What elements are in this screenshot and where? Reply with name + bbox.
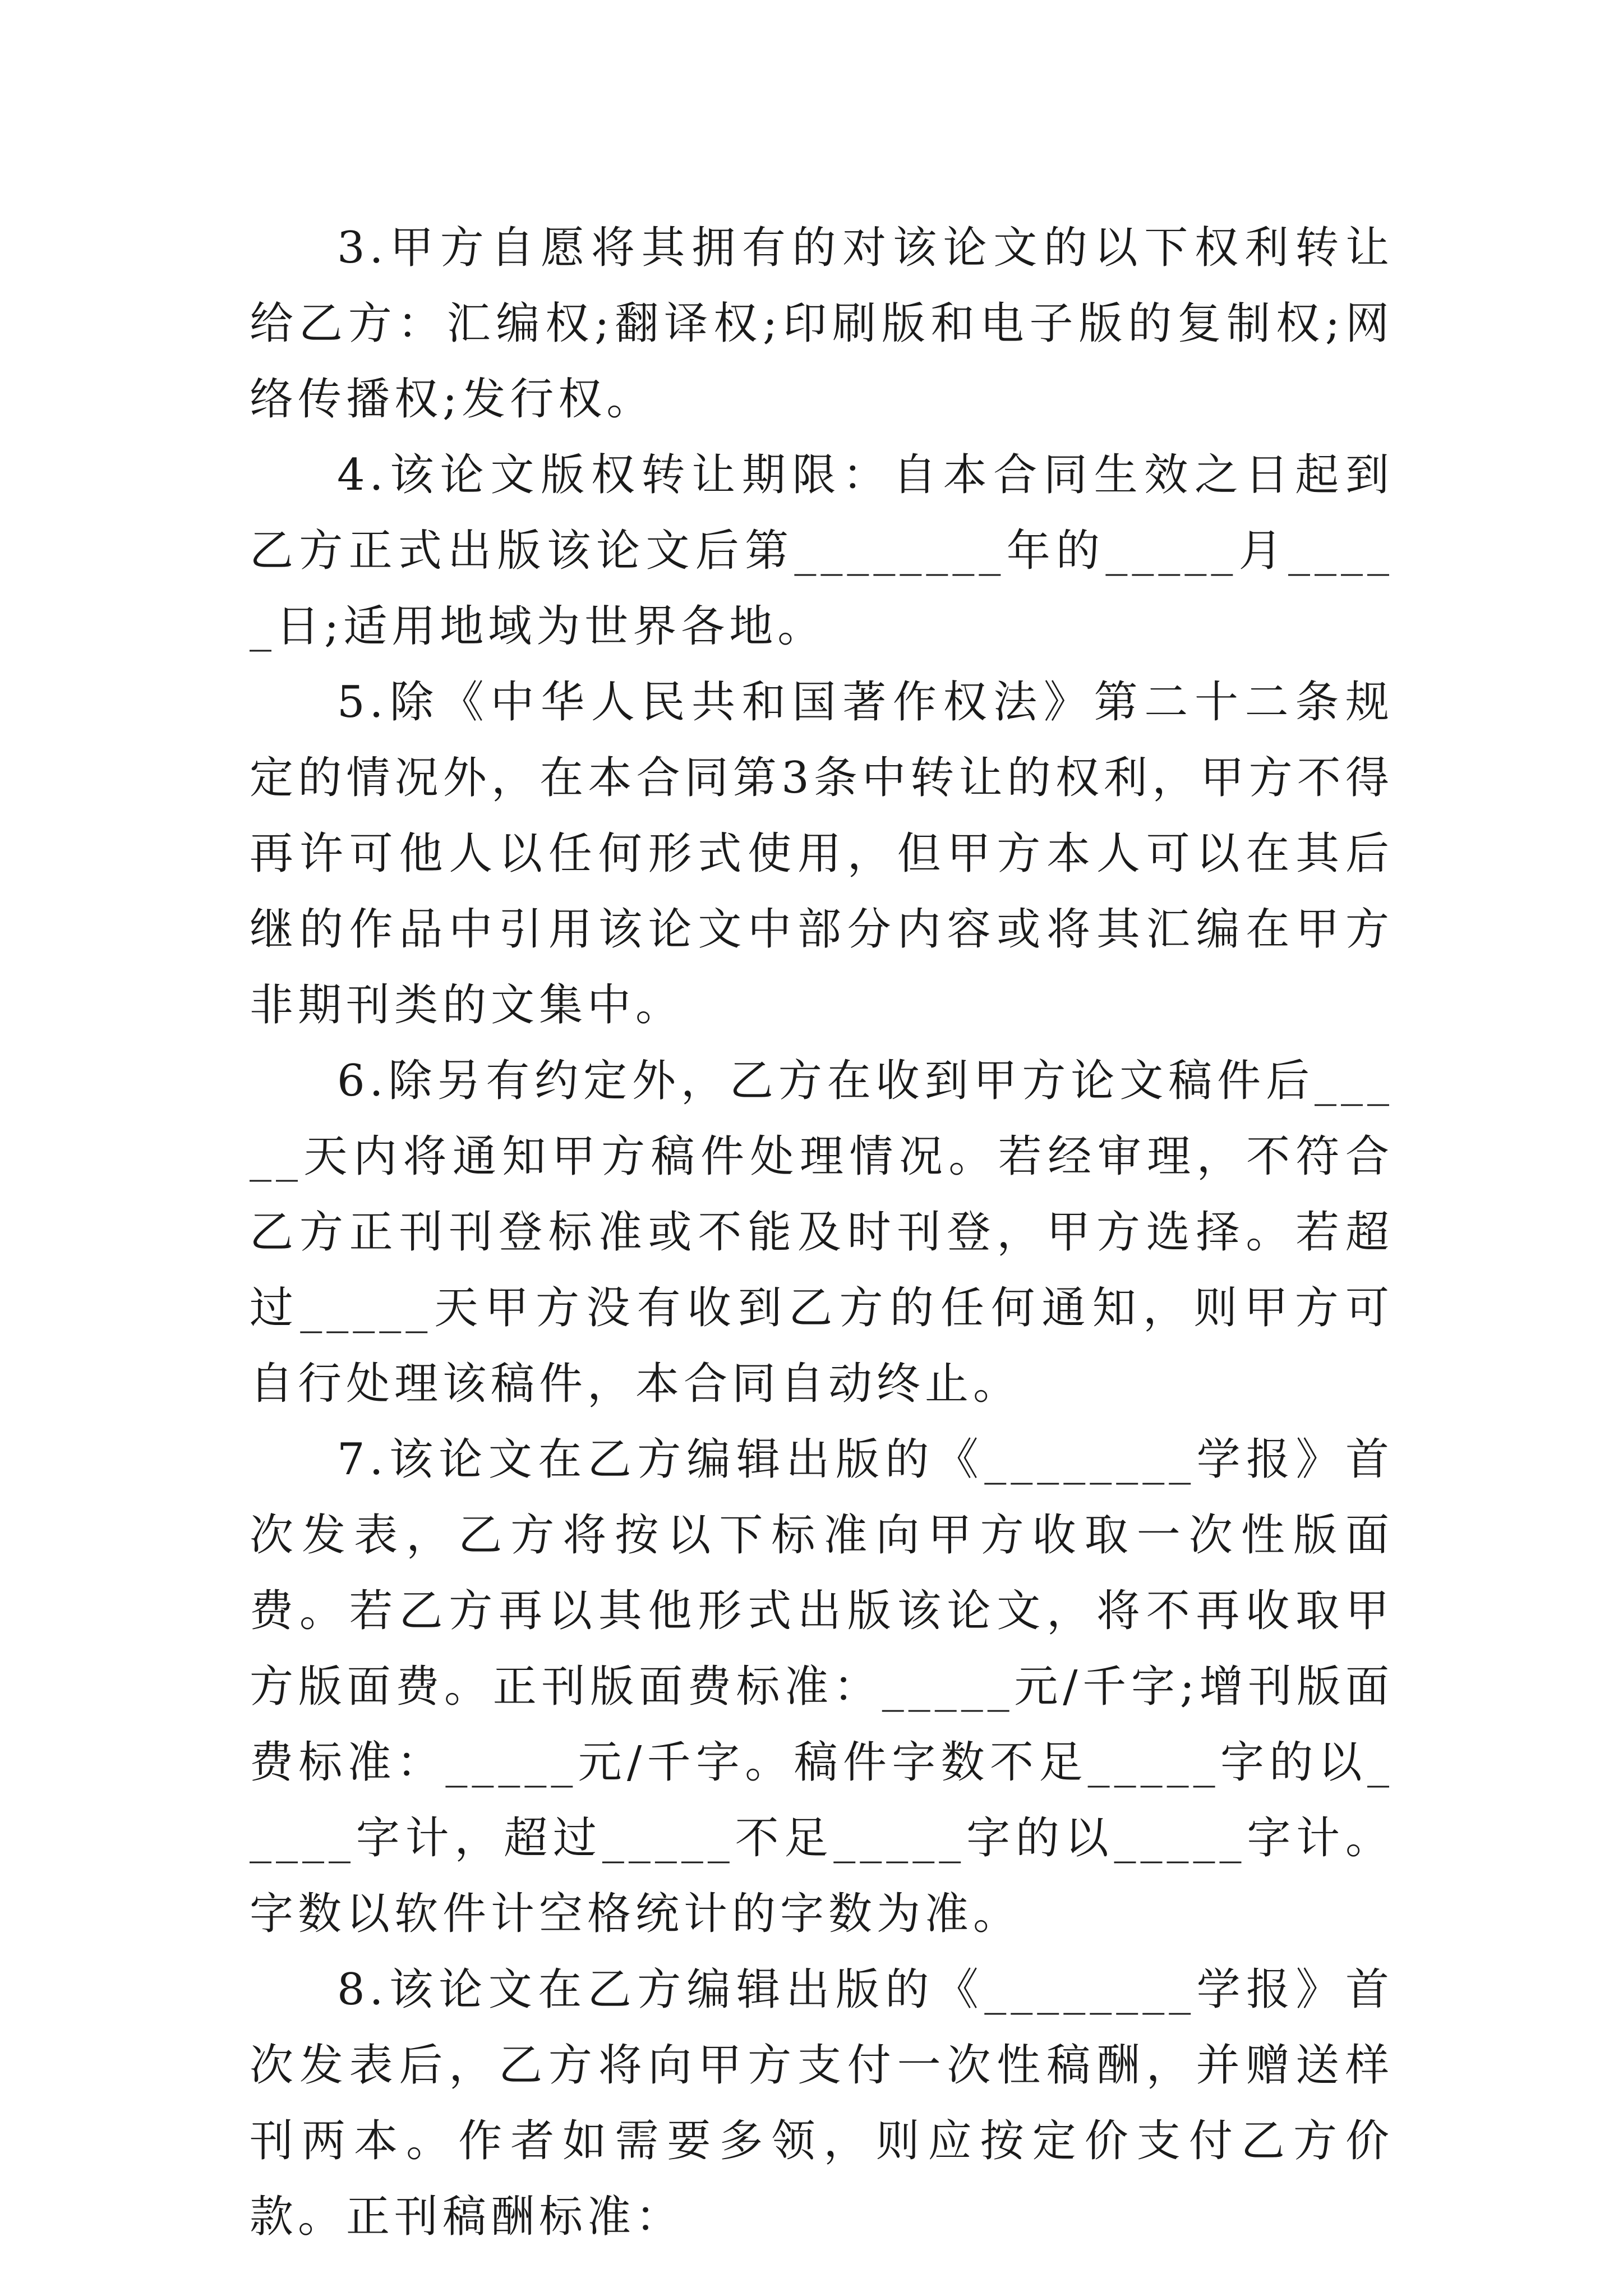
- clause-6-paragraph: 6.除另有约定外，乙方在收到甲方论文稿件后_____天内将通知甲方稿件处理情况。若经审理，不符合乙方正刊刊登标准或不能及时刊登，甲方选择。若超过_____天甲方没有收到乙方的任何通知，则甲方可自行处理该稿件，本合同自动终止。: [250, 1056, 1394, 1409]
- clause-5-paragraph: 5.除《中华人民共和国著作权法》第二十二条规定的情况外，在本合同第3条中转让的权利，甲方不得再许可他人以任何形式使用，但甲方本人可以在其后继的作品中引用该论文中部分内容或将其汇编在甲方非期刊类的文集中。: [250, 677, 1394, 1030]
- clause-3-paragraph: 3.甲方自愿将其拥有的对该论文的以下权利转让给乙方：汇编权;翻译权;印刷版和电子版的复制权;网络传播权;发行权。: [250, 223, 1394, 425]
- clause-4-paragraph: 4.该论文版权转让期限：自本合同生效之日起到乙方正式出版该论文后第________年的_____月_____日;适用地域为世界各地。: [250, 450, 1394, 652]
- clause-8-paragraph: 8.该论文在乙方编辑出版的《________学报》首次发表后，乙方将向甲方支付一次性稿酬，并赠送样刊两本。作者如需要多领，则应按定价支付乙方价款。正刊稿酬标准：: [250, 1964, 1394, 2242]
- clause-7-paragraph: 7.该论文在乙方编辑出版的《________学报》首次发表，乙方将按以下标准向甲方收取一次性版面费。若乙方再以其他形式出版该论文，将不再收取甲方版面费。正刊版面费标准：_____元/千字;增刊版面费标准：_____元/千字。稿件字数不足_____字的以_____字计，超过_____不足_____字的以_____字计。字数以软件计空格统计的字数为准。: [250, 1434, 1394, 1939]
- document-body: [250, 210, 1394, 2255]
